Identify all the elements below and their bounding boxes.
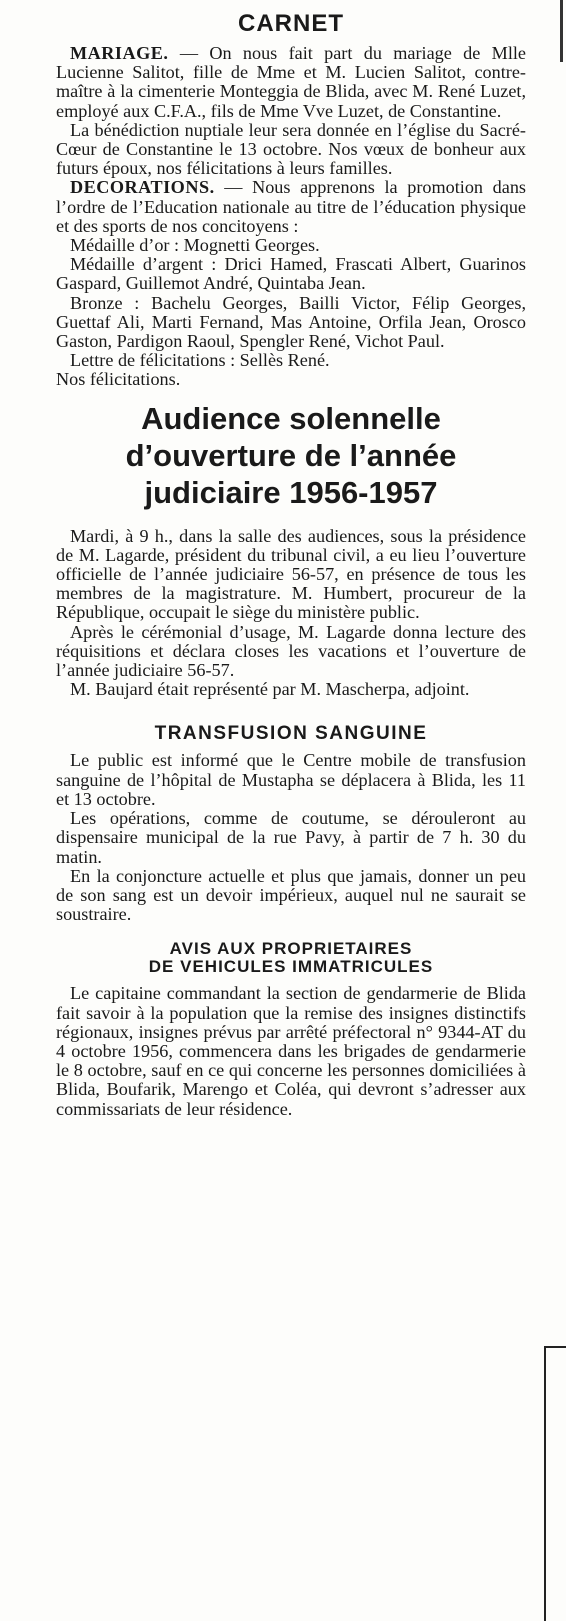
decorations-paragraph-1 bbox=[56, 178, 526, 236]
audience-paragraph-3: M. Baujard était représenté par M. Mascherpa, adjoint. bbox=[70, 679, 470, 700]
transfusion-title: TRANSFUSION SANGUINE bbox=[154, 723, 428, 745]
mariage-text-1: — On nous fait part du mariage de Mlle Lucienne Salitot, fille de Mme et M. Lucien Salitot, contre-maître à la cimenterie Monteggia de Blida, avec M. René Luzet, employé aux C.F.A., fils de Mme Vve Luzet, de Constantine. bbox=[56, 43, 526, 121]
nos-felicitations: Nos félicitations. bbox=[56, 369, 181, 390]
avis-title-line-1: AVIS AUX PROPRIETAIRES bbox=[169, 939, 413, 959]
audience-paragraph-2: Après le cérémonial d’usage, M. Lagarde donna lecture des réquisitions et déclara closes les vacations et l’ouverture de l’année judiciaire 56-57. bbox=[56, 621, 526, 681]
medaille-bronze: Bronze : Bachelu Georges, Bailli Victor, Félip Georges, Guettaf Ali, Marti Fernand, Mas Antoine, Orfila Jean, Orosco Gaston, Pardigon Raoul, Spengler René, Vichot Paul. bbox=[56, 292, 526, 352]
audience-title bbox=[56, 400, 526, 511]
transfusion-paragraph-3: En la conjoncture actuelle et plus que jamais, donner un peu de son sang est un devoir impérieux, auquel nul ne saurait se soustraire. bbox=[56, 865, 526, 925]
avis-title bbox=[56, 940, 526, 976]
avis-paragraph-1: Le capitaine commandant la section de gendarmerie de Blida fait savoir à la population que la remise des insignes distinctifs régionaux, insignes prévus par arrêté préfectoral n° 9344-AT du 4 octobre 1956, commencera dans les brigades de gendarmerie le 8 octobre, sauf en ce qui concerne les personnes domiciliées à Blida, Boufarik, Marengo et Coléa, qui devront s’adresser aux commissariats de leur résidence. bbox=[56, 983, 526, 1119]
column-rule bbox=[560, 0, 563, 62]
medaille-or: Médaille d’or : Mognetti Georges. bbox=[70, 235, 320, 256]
audience-title-line-1: Audience solennelle bbox=[141, 400, 441, 436]
mariage-paragraph-1 bbox=[56, 44, 526, 121]
mariage-paragraph-2: La bénédiction nuptiale leur sera donnée en l’église du Sacré-Cœur de Constantine le 13 octobre. Nos vœux de bonheur aux futurs époux, nos félicitations à leurs familles. bbox=[56, 119, 526, 179]
mariage-lead: MARIAGE. bbox=[70, 43, 169, 63]
adjacent-column-frame bbox=[544, 1346, 566, 1621]
page-title: CARNET bbox=[238, 10, 344, 37]
avis-title-line-2: DE VEHICULES IMMATRICULES bbox=[148, 957, 434, 977]
transfusion-paragraph-2: Les opérations, comme de coutume, se dérouleront au dispensaire municipal de la rue Pavy, à partir de 7 h. 30 du matin. bbox=[56, 808, 526, 867]
audience-title-line-3: judiciaire 1956-1957 bbox=[144, 474, 438, 510]
lettre-felicitations: Lettre de félicitations : Sellès René. bbox=[70, 350, 330, 371]
audience-title-line-2: d’ouverture de l’année bbox=[125, 437, 457, 473]
medaille-argent: Médaille d’argent : Drici Hamed, Frascati Albert, Guarinos Gaspard, Guillemot André, Quintaba Jean. bbox=[56, 254, 526, 294]
decorations-lead: DECORATIONS. bbox=[70, 177, 215, 198]
audience-paragraph-1: Mardi, à 9 h., dans la salle des audiences, sous la présidence de M. Lagarde, président du tribunal civil, a eu lieu l’ouverture officielle de l’année judiciaire 56-57, en présence de tous les membres de la magistrature. M. Humbert, procureur de la République, occupait le siège du ministère public. bbox=[56, 525, 526, 623]
transfusion-paragraph-1: Le public est informé que le Centre mobile de transfusion sanguine de l’hôpital de Mustapha se déplacera à Blida, les 11 et 13 octobre. bbox=[56, 750, 526, 809]
article-column bbox=[56, 6, 526, 1119]
decorations-text-1: — Nous apprenons la promotion dans l’ordre de l’Education nationale au titre de l’éducation physique et des sports de nos concitoyens : bbox=[56, 177, 526, 236]
